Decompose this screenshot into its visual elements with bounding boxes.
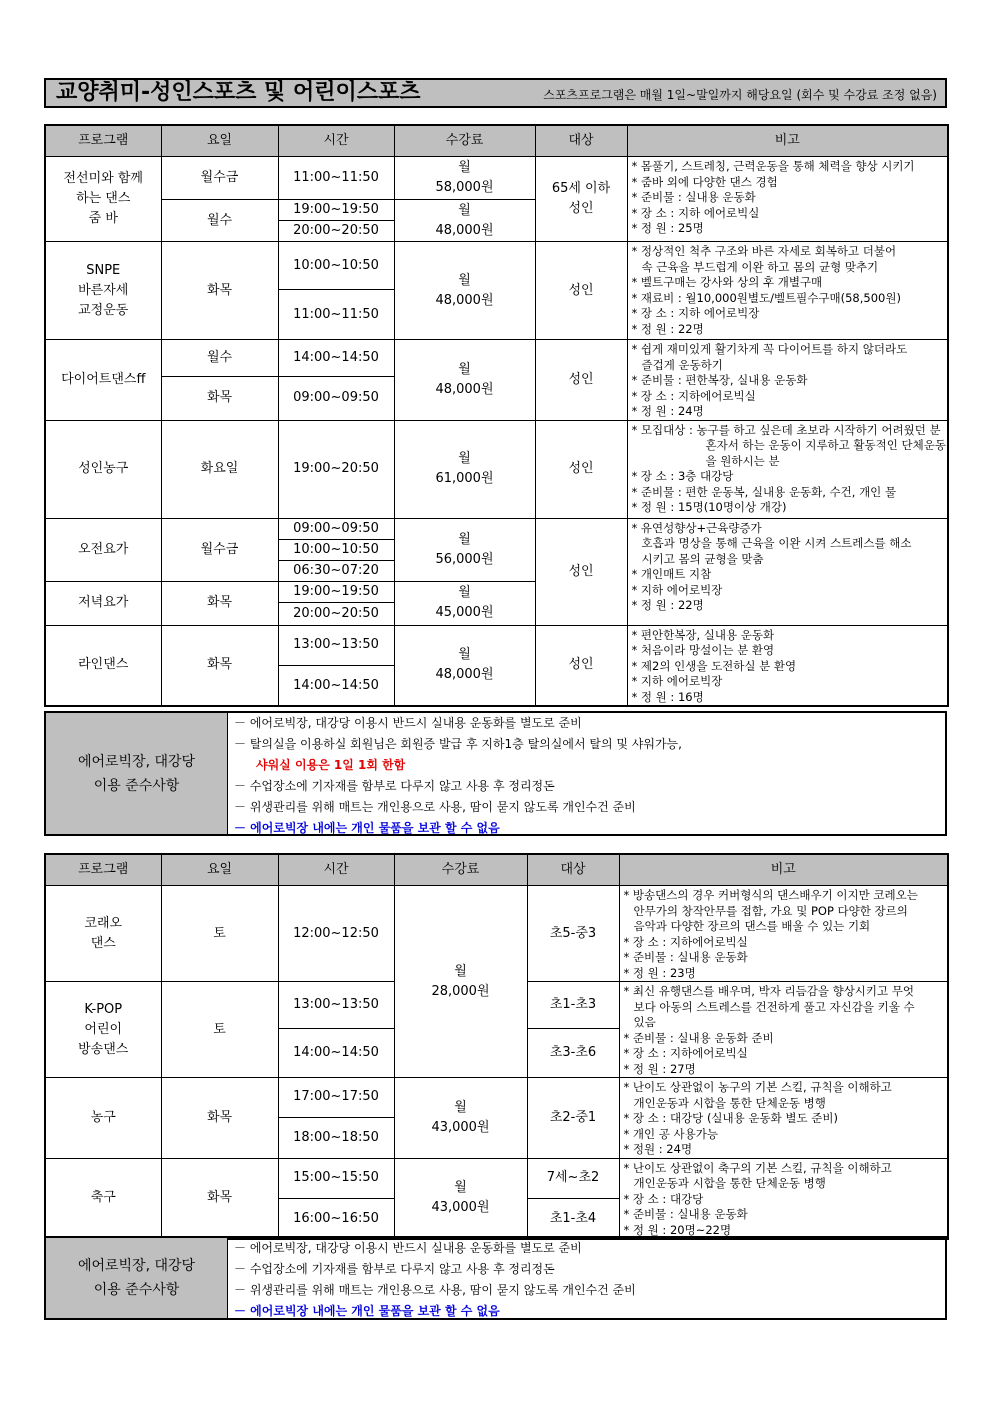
day-cell: 화요일 bbox=[161, 420, 278, 518]
remarks-cell: * 유연성향상+근육량증가 호흡과 명상을 통해 근육을 이완 시켜 스트레스를 해소 시키고 몸의 균형을 맞춤 * 개인매트 지참 * 지하 에어로빅장 * 정 원 : 22명 bbox=[627, 518, 948, 625]
day-cell: 월수금 bbox=[161, 518, 278, 581]
facility-rules-box-2 bbox=[44, 1236, 947, 1320]
fee-cell: 월 48,000원 bbox=[394, 625, 535, 706]
time-cell: 19:00~19:50 bbox=[278, 200, 394, 221]
remarks-cell: * 최신 유행댄스를 배우며, 박자 리듬감을 향상시키고 무엇 보다 아동의 스트레스를 건전하게 풀고 자신감을 키울 수 있음 * 준비물 : 실내용 운동화 준비 * 장 소 : 지하에어로빅실 * 정 원 : 27명 bbox=[619, 982, 948, 1078]
col-program: 프로그램 bbox=[45, 125, 161, 157]
table-row bbox=[45, 625, 948, 666]
fee-cell: 월 48,000원 bbox=[394, 200, 535, 242]
col-remarks: 비고 bbox=[619, 854, 948, 886]
col-target: 대상 bbox=[535, 125, 627, 157]
remarks-cell: * 정상적인 척추 구조와 바른 자세로 회복하고 더불어 속 근육을 부드럽게 이완 하고 몸의 균형 맞추기 * 벨트구매는 강사와 상의 후 개별구매 * 재료비 : 월10,000원별도/벨트필수구매(58,500원) * 장 소 : 지하 에어로빅장 * 정 원 : 22명 bbox=[627, 242, 948, 340]
fee-cell: 월 58,000원 bbox=[394, 157, 535, 200]
time-cell: 10:00~10:50 bbox=[278, 539, 394, 560]
time-cell: 20:00~20:50 bbox=[278, 602, 394, 625]
program-name: 오전요가 bbox=[45, 518, 161, 581]
kids-program-table bbox=[44, 853, 949, 1240]
time-cell: 19:00~19:50 bbox=[278, 581, 394, 602]
time-cell: 14:00~14:50 bbox=[278, 1029, 394, 1078]
col-remarks: 비고 bbox=[627, 125, 948, 157]
table-row bbox=[45, 340, 948, 377]
rule-item: － 위생관리를 위해 매트는 개인용으로 사용, 땀이 묻지 않도록 개인수건 준비 bbox=[234, 1283, 636, 1297]
day-cell: 화목 bbox=[161, 625, 278, 706]
fee-cell: 월 45,000원 bbox=[394, 581, 535, 625]
time-cell: 11:00~11:50 bbox=[278, 157, 394, 200]
target-cell: 초3-초6 bbox=[527, 1029, 619, 1078]
target-cell: 초2-중1 bbox=[527, 1078, 619, 1159]
table-row bbox=[45, 242, 948, 290]
rule-item-highlight: － 에어로빅장 내에는 개인 물품을 보관 할 수 없음 bbox=[234, 821, 500, 835]
col-day: 요일 bbox=[161, 125, 278, 157]
day-cell: 월수금 bbox=[161, 157, 278, 200]
day-cell: 화목 bbox=[161, 1158, 278, 1239]
target-cell: 성인 bbox=[535, 625, 627, 706]
day-cell: 화목 bbox=[161, 1078, 278, 1159]
table-row bbox=[45, 420, 948, 518]
program-name: 코래오 댄스 bbox=[45, 886, 161, 982]
col-fee: 수강료 bbox=[394, 125, 535, 157]
target-cell: 초1-초4 bbox=[527, 1199, 619, 1240]
program-name: 전선미와 함께 하는 댄스 줌 바 bbox=[45, 157, 161, 242]
target-cell: 성인 bbox=[535, 340, 627, 421]
program-name: K-POP 어린이 방송댄스 bbox=[45, 982, 161, 1078]
fee-cell: 월 56,000원 bbox=[394, 518, 535, 581]
target-cell: 초5-중3 bbox=[527, 886, 619, 982]
rule-item: － 수업장소에 기자재를 함부로 다루지 않고 사용 후 정리정돈 bbox=[234, 779, 555, 793]
page-title: 교양취미-성인스포츠 및 어린이스포츠 bbox=[56, 80, 421, 105]
rule-item: － 수업장소에 기자재를 함부로 다루지 않고 사용 후 정리정돈 bbox=[234, 1262, 555, 1276]
page-header bbox=[44, 78, 947, 108]
facility-rules-label: 에어로빅장, 대강당 이용 준수사항 bbox=[46, 713, 228, 834]
fee-cell: 월 28,000원 bbox=[394, 886, 527, 1078]
table-row bbox=[45, 1158, 948, 1199]
table-header-row bbox=[45, 125, 948, 157]
remarks-cell: * 방송댄스의 경우 커버형식의 댄스배우기 이지만 코레오는 안무가의 창작안무를 접함, 가요 및 POP 다양한 장르의 음악과 다양한 장르의 댄스를 배울 수 있는 기회 * 장 소 : 지하에어로빅실 * 준비물 : 실내용 운동화 * 정 원 : 23명 bbox=[619, 886, 948, 982]
facility-rules-list bbox=[234, 1238, 941, 1322]
facility-rules-label: 에어로빅장, 대강당 이용 준수사항 bbox=[46, 1238, 228, 1318]
target-cell: 성인 bbox=[535, 518, 627, 625]
table-header-row bbox=[45, 854, 948, 886]
day-cell: 토 bbox=[161, 982, 278, 1078]
facility-rules-list bbox=[234, 713, 941, 839]
time-cell: 13:00~13:50 bbox=[278, 625, 394, 666]
col-program: 프로그램 bbox=[45, 854, 161, 886]
table-row bbox=[45, 518, 948, 539]
table-row bbox=[45, 886, 948, 982]
target-cell: 성인 bbox=[535, 242, 627, 340]
program-name: SNPE 바른자세 교정운동 bbox=[45, 242, 161, 340]
rule-item: － 에어로빅장, 대강당 이용시 반드시 실내용 운동화를 별도로 준비 bbox=[234, 1241, 582, 1255]
day-cell: 화목 bbox=[161, 377, 278, 420]
rule-item-highlight: 샤워실 이용은 1일 1회 한함 bbox=[256, 758, 406, 772]
rule-item: － 위생관리를 위해 매트는 개인용으로 사용, 땀이 묻지 않도록 개인수건 준비 bbox=[234, 800, 636, 814]
time-cell: 17:00~17:50 bbox=[278, 1078, 394, 1118]
target-cell: 성인 bbox=[535, 420, 627, 518]
remarks-cell: * 난이도 상관없이 축구의 기본 스킬, 규칙을 이해하고 개인운동과 시합을 통한 단체운동 병행 * 장 소 : 대강당 * 준비물 : 실내용 운동화 * 정 원 : 20명~22명 bbox=[619, 1158, 948, 1239]
program-name: 라인댄스 bbox=[45, 625, 161, 706]
time-cell: 09:00~09:50 bbox=[278, 377, 394, 420]
time-cell: 19:00~20:50 bbox=[278, 420, 394, 518]
time-cell: 15:00~15:50 bbox=[278, 1158, 394, 1199]
time-cell: 14:00~14:50 bbox=[278, 666, 394, 707]
program-name: 다이어트댄스ff bbox=[45, 340, 161, 421]
program-name: 성인농구 bbox=[45, 420, 161, 518]
time-cell: 14:00~14:50 bbox=[278, 340, 394, 377]
day-cell: 월수 bbox=[161, 340, 278, 377]
remarks-cell: * 쉽게 재미있게 활기차게 꼭 다이어트를 하지 않더라도 즐겁게 운동하기 * 준비물 : 편한복장, 실내용 운동화 * 장 소 : 지하에어로빅실 * 정 원 : 24명 bbox=[627, 340, 948, 421]
table-row bbox=[45, 157, 948, 200]
time-cell: 11:00~11:50 bbox=[278, 290, 394, 340]
col-time: 시간 bbox=[278, 854, 394, 886]
day-cell: 화목 bbox=[161, 581, 278, 625]
time-cell: 20:00~20:50 bbox=[278, 221, 394, 242]
time-cell: 12:00~12:50 bbox=[278, 886, 394, 982]
time-cell: 06:30~07:20 bbox=[278, 560, 394, 581]
time-cell: 16:00~16:50 bbox=[278, 1199, 394, 1240]
remarks-cell: * 편안한복장, 실내용 운동화 * 처음이라 망설이는 분 환영 * 제2의 인생을 도전하실 분 환영 * 지하 에어로빅장 * 정 원 : 16명 bbox=[627, 625, 948, 706]
remarks-cell: * 난이도 상관없이 농구의 기본 스킬, 규칙을 이해하고 개인운동과 시합을 통한 단체운동 병행 * 장 소 : 대강당 (실내용 운동화 별도 준비) * 개인 공 사용가능 * 정원 : 24명 bbox=[619, 1078, 948, 1159]
remarks-cell: * 몸풀기, 스트레칭, 근력운동을 통해 체력을 향상 시키기 * 줌바 외에 다양한 댄스 경험 * 준비물 : 실내용 운동화 * 장 소 : 지하 에어로빅실 * 정 원 : 25명 bbox=[627, 157, 948, 242]
header-note: 스포츠프로그램은 매월 1일~말일까지 해당요일 (회수 및 수강료 조정 없음) bbox=[543, 88, 937, 102]
fee-cell: 월 48,000원 bbox=[394, 242, 535, 340]
rule-item: － 에어로빅장, 대강당 이용시 반드시 실내용 운동화를 별도로 준비 bbox=[234, 716, 582, 730]
program-name: 저녁요가 bbox=[45, 581, 161, 625]
fee-cell: 월 48,000원 bbox=[394, 340, 535, 421]
target-cell: 초1-초3 bbox=[527, 982, 619, 1029]
rule-item-highlight: － 에어로빅장 내에는 개인 물품을 보관 할 수 없음 bbox=[234, 1304, 500, 1318]
day-cell: 월수 bbox=[161, 200, 278, 242]
col-fee: 수강료 bbox=[394, 854, 527, 886]
col-target: 대상 bbox=[527, 854, 619, 886]
adult-program-table bbox=[44, 124, 949, 707]
fee-cell: 월 43,000원 bbox=[394, 1078, 527, 1159]
facility-rules-box bbox=[44, 711, 947, 836]
col-time: 시간 bbox=[278, 125, 394, 157]
target-cell: 7세~초2 bbox=[527, 1158, 619, 1199]
rule-item: － 탈의실을 이용하실 회원님은 회원증 발급 후 지하1층 탈의실에서 탈의 및 샤워가능, bbox=[234, 737, 682, 751]
time-cell: 09:00~09:50 bbox=[278, 518, 394, 539]
day-cell: 토 bbox=[161, 886, 278, 982]
program-name: 농구 bbox=[45, 1078, 161, 1159]
table-row bbox=[45, 1078, 948, 1118]
target-cell: 65세 이하 성인 bbox=[535, 157, 627, 242]
col-day: 요일 bbox=[161, 854, 278, 886]
program-name: 축구 bbox=[45, 1158, 161, 1239]
fee-cell: 월 43,000원 bbox=[394, 1158, 527, 1239]
remarks-cell: * 모집대상 : 농구를 하고 싶은데 초보라 시작하기 어려웠던 분 혼자서 하는 운동이 지루하고 활동적인 단체운동 을 원하시는 분 * 장 소 : 3층 대강당 * 준비물 : 편한 운동복, 실내용 운동화, 수건, 개인 물 * 정 원 : 15명(10명이상 개강) bbox=[627, 420, 948, 518]
day-cell: 화목 bbox=[161, 242, 278, 340]
fee-cell: 월 61,000원 bbox=[394, 420, 535, 518]
time-cell: 13:00~13:50 bbox=[278, 982, 394, 1029]
time-cell: 18:00~18:50 bbox=[278, 1117, 394, 1158]
time-cell: 10:00~10:50 bbox=[278, 242, 394, 290]
